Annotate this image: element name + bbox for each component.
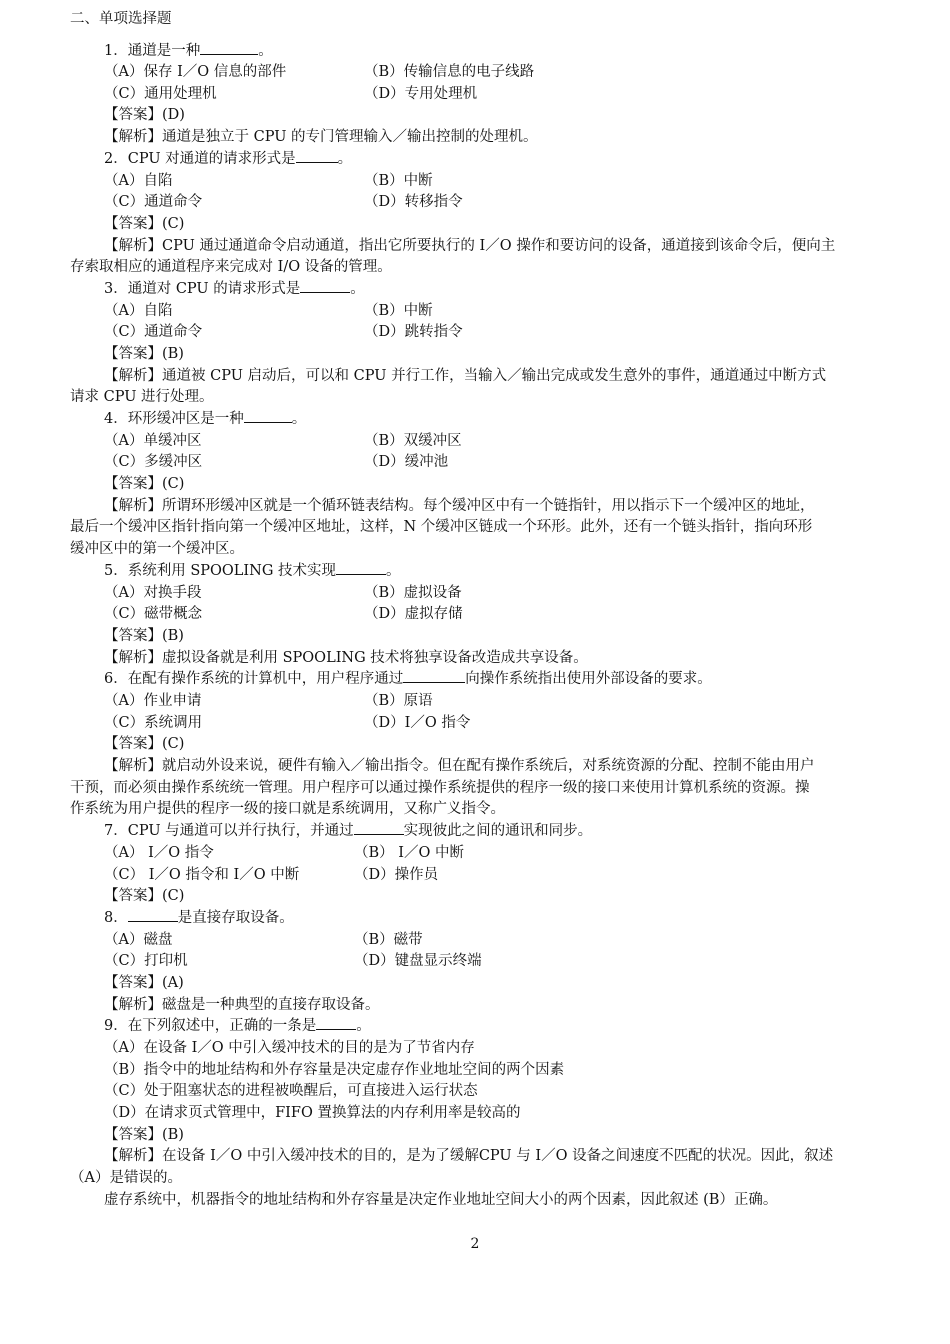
question-5-stem-end: 。 bbox=[386, 563, 401, 579]
question-9-stem-end: 。 bbox=[356, 1018, 371, 1034]
question-4-explanation-line: 【解析】所谓环形缓冲区就是一个循环链表结构。每个缓冲区中有一个链指针，用以指示下一个缓冲区的地址， bbox=[104, 498, 815, 514]
question-7-option-c: （C） I／O 指令和 I／O 中断 bbox=[104, 867, 300, 883]
question-9-option-c: （C）处于阻塞状态的进程被唤醒后，可直接进入运行状态 bbox=[104, 1083, 478, 1099]
answer-blank bbox=[200, 41, 258, 55]
answer-blank bbox=[300, 279, 350, 293]
question-5-stem bbox=[104, 561, 401, 582]
question-2-explanation-line: 存索取相应的通道程序来完成对 I/O 设备的管理。 bbox=[70, 259, 392, 275]
question-4-explanation-line: 最后一个缓冲区指针指向第一个缓冲区地址，这样，N 个缓冲区链成一个环形。此外，还有一个链头指针，指向环形 bbox=[70, 519, 813, 535]
question-4-stem bbox=[104, 409, 306, 430]
answer-blank bbox=[296, 149, 338, 163]
question-4-stem-end: 。 bbox=[291, 411, 307, 427]
question-7-stem bbox=[104, 821, 592, 842]
question-8-stem-end: 是直接存取设备。 bbox=[177, 910, 294, 926]
question-5-explanation-line: 【解析】虚拟设备就是利用 SPOOLING 技术将独享设备改造成共享设备。 bbox=[104, 650, 588, 666]
section-title: 二、单项选择题 bbox=[70, 11, 172, 27]
question-3-option-d: （D）跳转指令 bbox=[364, 324, 463, 340]
question-6-answer: 【答案】(C) bbox=[104, 736, 185, 752]
question-4-option-b: （B）双缓冲区 bbox=[364, 433, 462, 449]
question-7-option-d: （D）操作员 bbox=[354, 867, 439, 883]
question-9-explanation-line: 虚存系统中，机器指令的地址结构和外存容量是决定作业地址空间大小的两个因素，因此叙述 (B）正确。 bbox=[104, 1192, 778, 1208]
question-6-stem-text: 6．在配有操作系统的计算机中，用户程序通过 bbox=[104, 671, 404, 687]
question-1-answer: 【答案】(D) bbox=[104, 107, 185, 123]
question-4-answer: 【答案】(C) bbox=[104, 476, 185, 492]
question-2-stem bbox=[104, 149, 352, 170]
question-9-explanation-line: （A）是错误的。 bbox=[70, 1170, 182, 1186]
question-4-explanation-line: 缓冲区中的第一个缓冲区。 bbox=[70, 541, 244, 557]
question-5-option-a: （A）对换手段 bbox=[104, 585, 202, 601]
question-3-stem-end: 。 bbox=[350, 281, 365, 297]
question-8-option-c: （C）打印机 bbox=[104, 953, 188, 969]
question-2-option-c: （C）通道命令 bbox=[104, 194, 203, 210]
question-1-option-a: （A）保存 I／O 信息的部件 bbox=[104, 64, 287, 80]
question-1-option-b: （B）传输信息的电子线路 bbox=[364, 64, 535, 80]
question-1-stem-text: 1．通道是一种 bbox=[104, 43, 201, 59]
question-5-option-d: （D）虚拟存储 bbox=[364, 606, 463, 622]
question-3-explanation-line: 请求 CPU 进行处理。 bbox=[70, 389, 214, 405]
question-5-stem-text: 5．系统利用 SPOOLING 技术实现 bbox=[104, 563, 337, 579]
question-6-explanation-line: 【解析】就启动外设来说，硬件有输入／输出指令。但在配有操作系统后，对系统资源的分配、控制不能由用户 bbox=[104, 758, 815, 774]
question-3-option-a: （A）自陷 bbox=[104, 303, 173, 319]
question-7-option-b: （B） I／O 中断 bbox=[354, 845, 464, 861]
question-4-stem-text: 4．环形缓冲区是一种 bbox=[104, 411, 244, 427]
question-9-explanation-line: 【解析】在设备 I／O 中引入缓冲技术的目的，是为了缓解CPU 与 I／O 设备之间速度不匹配的状况。因此，叙述 bbox=[104, 1148, 834, 1164]
question-4-option-a: （A）单缓冲区 bbox=[104, 433, 202, 449]
question-5-option-b: （B）虚拟设备 bbox=[364, 585, 462, 601]
question-3-answer: 【答案】(B) bbox=[104, 346, 184, 362]
question-2-option-b: （B）中断 bbox=[364, 173, 433, 189]
question-3-option-b: （B）中断 bbox=[364, 303, 433, 319]
question-6-option-d: （D）I／O 指令 bbox=[364, 715, 471, 731]
question-5-option-c: （C）磁带概念 bbox=[104, 606, 203, 622]
answer-blank bbox=[403, 669, 465, 683]
question-1-stem bbox=[104, 41, 273, 62]
answer-blank bbox=[316, 1016, 356, 1030]
question-2-stem-text: 2．CPU 对通道的请求形式是 bbox=[104, 151, 296, 167]
answer-blank bbox=[128, 908, 178, 922]
answer-blank bbox=[336, 561, 386, 575]
question-8-option-a: （A）磁盘 bbox=[104, 932, 173, 948]
question-8-stem bbox=[104, 908, 294, 929]
question-9-answer: 【答案】(B) bbox=[104, 1127, 184, 1143]
question-9-option-b: （B）指令中的地址结构和外存容量是决定虚存作业地址空间的两个因素 bbox=[104, 1062, 565, 1078]
question-5-answer: 【答案】(B) bbox=[104, 628, 184, 644]
question-8-stem-text: 8． bbox=[104, 910, 128, 926]
question-9-option-d: （D）在请求页式管理中，FIFO 置换算法的内存利用率是较高的 bbox=[104, 1105, 521, 1121]
question-2-option-a: （A）自陷 bbox=[104, 173, 173, 189]
question-1-explanation-line: 【解析】通道是独立于 CPU 的专门管理输入／输出控制的处理机。 bbox=[104, 129, 538, 145]
question-8-option-b: （B）磁带 bbox=[354, 932, 423, 948]
question-6-option-a: （A）作业申请 bbox=[104, 693, 202, 709]
question-3-stem-text: 3．通道对 CPU 的请求形式是 bbox=[104, 281, 301, 297]
question-9-stem-text: 9．在下列叙述中，正确的一条是 bbox=[104, 1018, 317, 1034]
question-6-explanation-line: 作系统为用户提供的程序一级的接口就是系统调用，又称广义指令。 bbox=[70, 801, 505, 817]
question-6-explanation-line: 干预，而必须由操作系统统一管理。用户程序可以通过操作系统提供的程序一级的接口来使用计算机系统的资源。操 bbox=[70, 780, 810, 796]
question-8-option-d: （D）键盘显示终端 bbox=[354, 953, 482, 969]
page-number: 2 bbox=[470, 1236, 480, 1252]
question-3-option-c: （C）通道命令 bbox=[104, 324, 203, 340]
question-2-option-d: （D）转移指令 bbox=[364, 194, 463, 210]
question-2-answer: 【答案】(C) bbox=[104, 216, 185, 232]
question-9-option-a: （A）在设备 I／O 中引入缓冲技术的目的是为了节省内存 bbox=[104, 1040, 475, 1056]
question-7-option-a: （A） I／O 指令 bbox=[104, 845, 214, 861]
question-7-stem-end: 实现彼此之间的通讯和同步。 bbox=[403, 823, 593, 839]
question-6-option-b: （B）原语 bbox=[364, 693, 433, 709]
question-1-option-d: （D）专用处理机 bbox=[364, 86, 478, 102]
question-6-stem-end: 向操作系统指出使用外部设备的要求。 bbox=[465, 671, 712, 687]
question-9-stem bbox=[104, 1016, 371, 1037]
answer-blank bbox=[354, 821, 404, 835]
question-8-explanation-line: 【解析】磁盘是一种典型的直接存取设备。 bbox=[104, 997, 380, 1013]
question-3-explanation-line: 【解析】通道被 CPU 启动后，可以和 CPU 并行工作，当输入／输出完成或发生意外的事件，通道通过中断方式 bbox=[104, 368, 827, 384]
question-6-option-c: （C）系统调用 bbox=[104, 715, 203, 731]
answer-blank bbox=[244, 409, 292, 423]
question-3-stem bbox=[104, 279, 365, 300]
question-2-explanation-line: 【解析】CPU 通过通道命令启动通道，指出它所要执行的 I／O 操作和要访问的设备，通道接到该命令后，便向主 bbox=[104, 238, 836, 254]
question-6-stem bbox=[104, 669, 712, 690]
question-1-stem-end: 。 bbox=[258, 43, 273, 59]
question-4-option-c: （C）多缓冲区 bbox=[104, 454, 203, 470]
question-2-stem-end: 。 bbox=[337, 151, 353, 167]
question-7-answer: 【答案】(C) bbox=[104, 888, 185, 904]
question-8-answer: 【答案】(A) bbox=[104, 975, 184, 991]
question-7-stem-text: 7．CPU 与通道可以并行执行，并通过 bbox=[104, 823, 354, 839]
question-1-option-c: （C）通用处理机 bbox=[104, 86, 217, 102]
question-4-option-d: （D）缓冲池 bbox=[364, 454, 449, 470]
